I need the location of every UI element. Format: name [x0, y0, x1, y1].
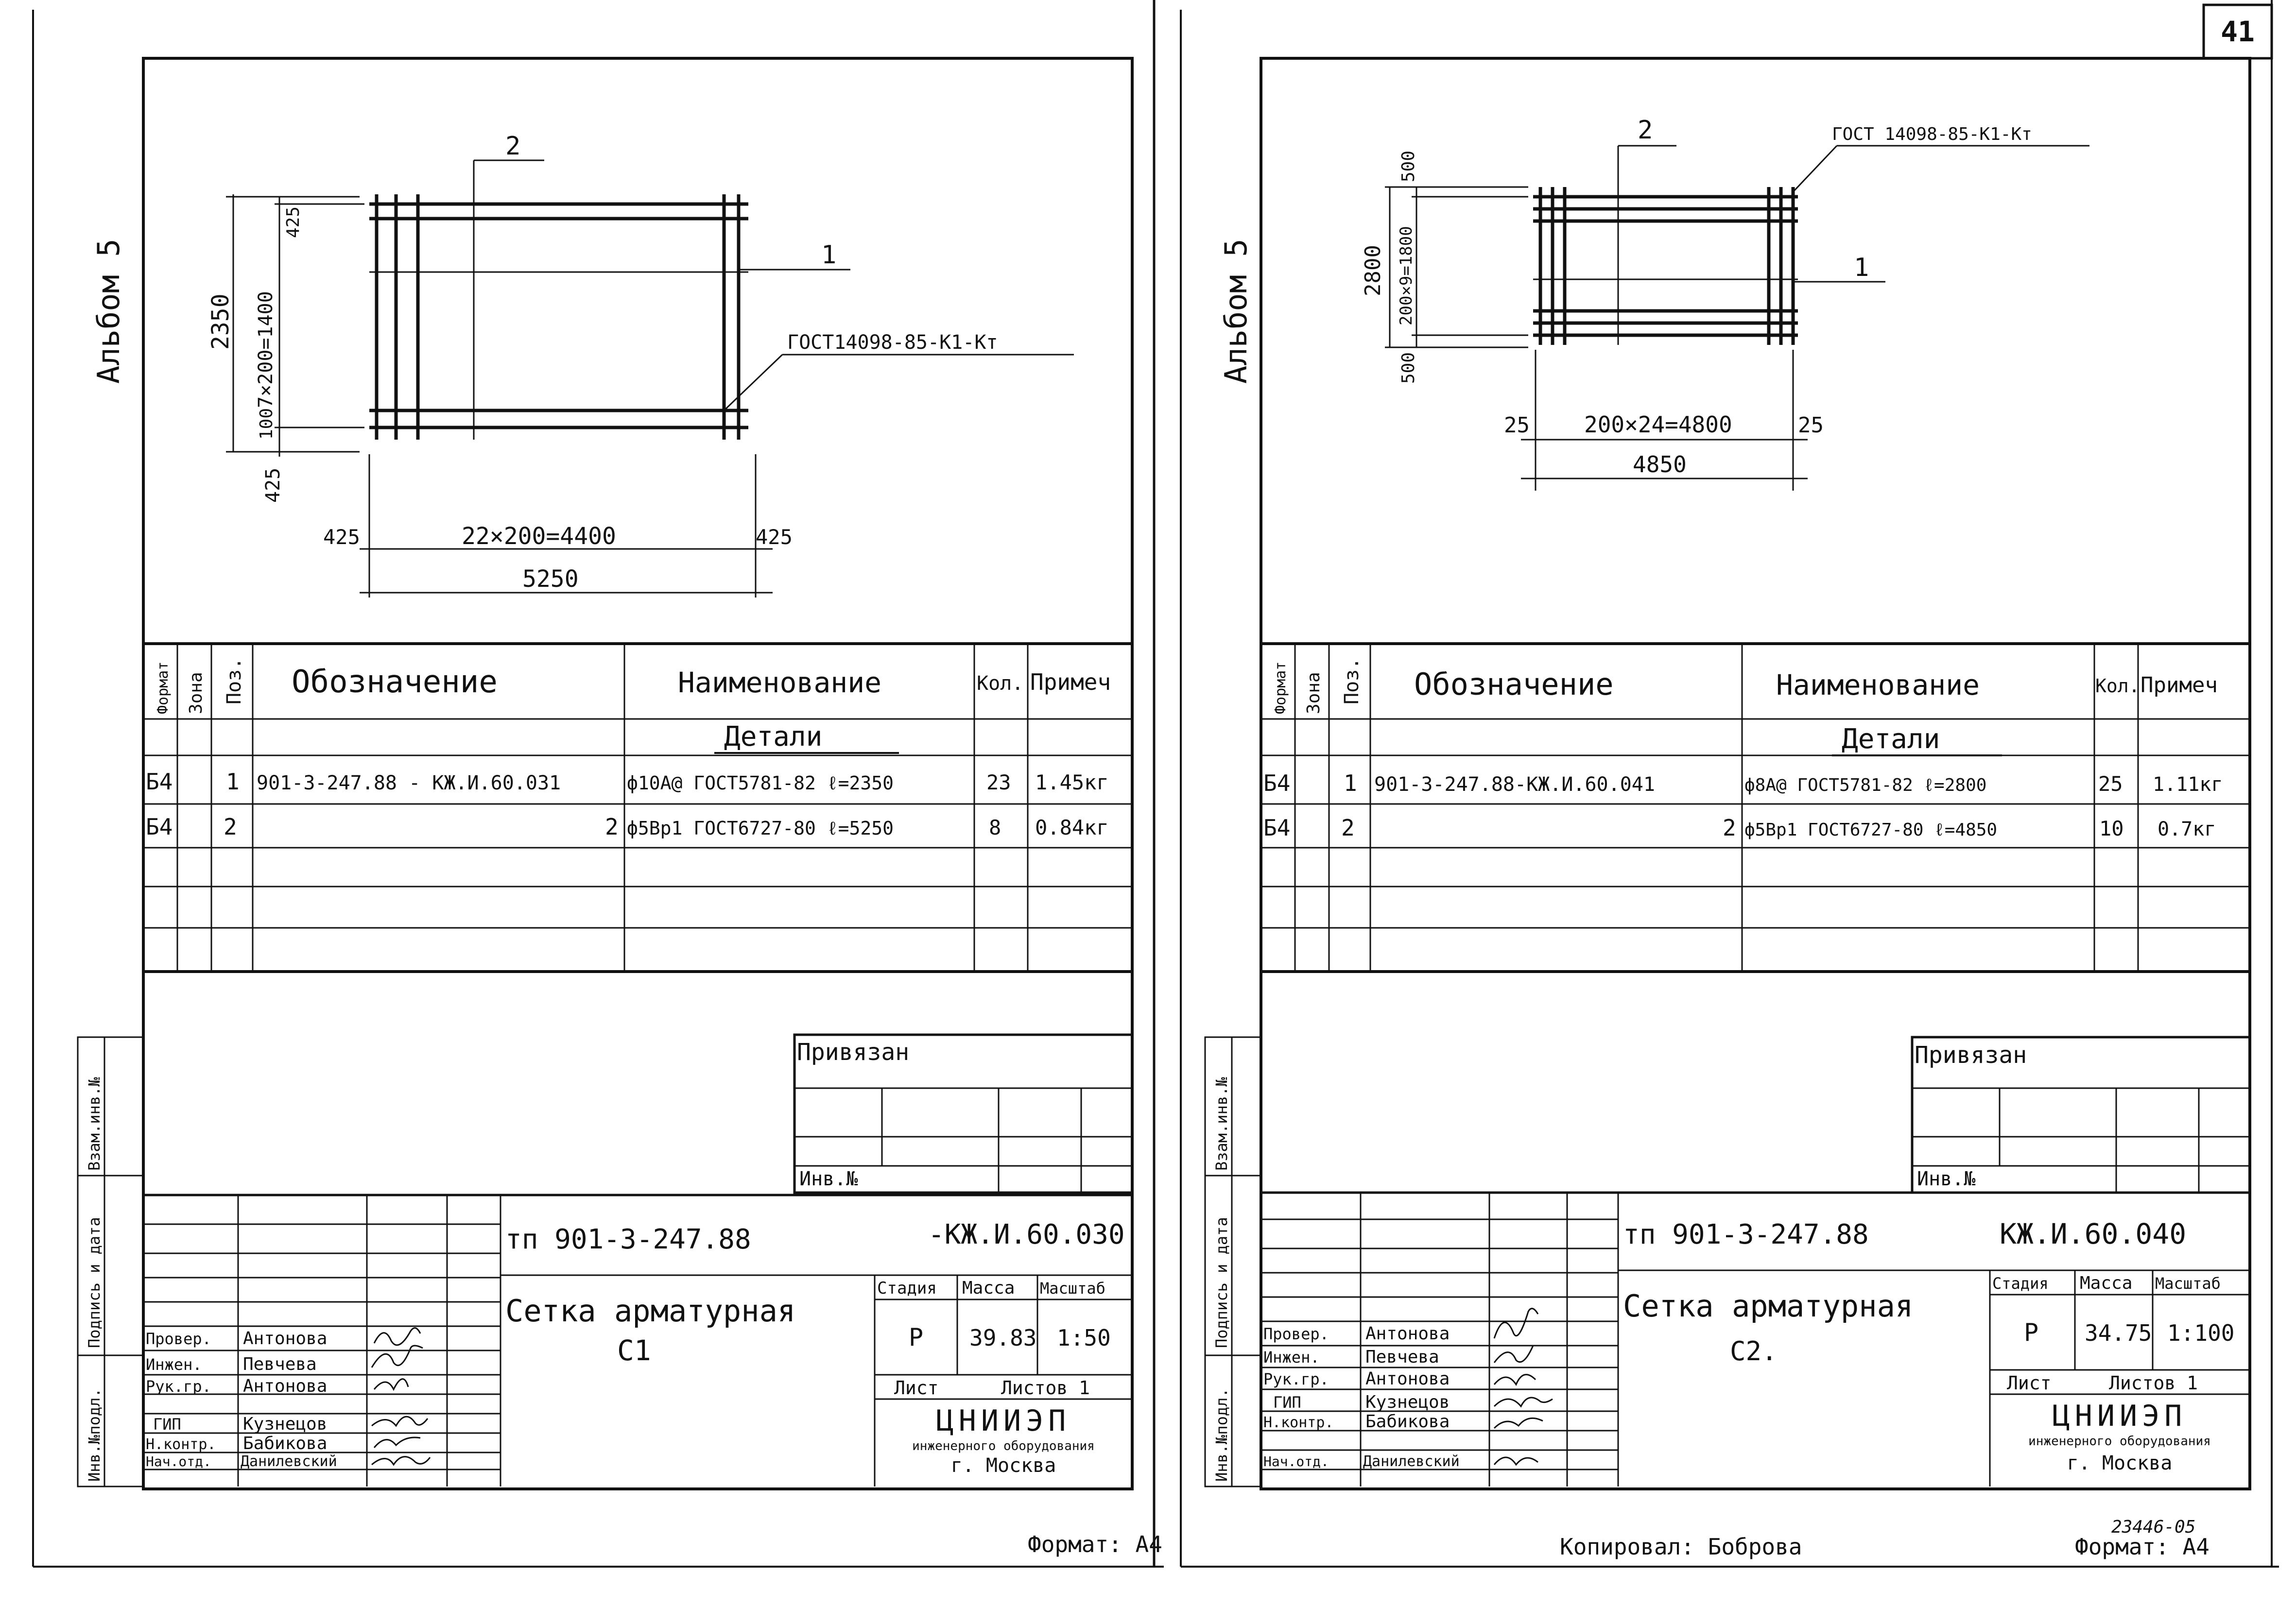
side-stamp-c-2: Взам.инв.№ [1212, 1077, 1231, 1171]
dim-height-total: 2350 [207, 293, 234, 350]
role-6-2: Нач.отд. [1263, 1453, 1329, 1469]
row1-designation-2: 901-3-247.88-КЖ.И.60.041 [1374, 773, 1655, 796]
name-6: Данилевский [241, 1453, 337, 1470]
name-1-2: Антонова [1365, 1324, 1450, 1344]
row2-note-2: 0.7кг [2158, 818, 2216, 840]
order-number: 23446-05 [2111, 1517, 2196, 1537]
format-label: Формат: А4 [1028, 1531, 1162, 1557]
header-note-2: Примеч [2141, 673, 2218, 698]
dim-height-inner: 7×200=1400 [255, 291, 277, 408]
row1-name: ф10А@ ГОСТ5781-82 ℓ=2350 [627, 772, 894, 794]
tb-org-line3-2: г. Москва [2067, 1452, 2173, 1474]
name-4: Кузнецов [243, 1414, 328, 1434]
header-name: Наименование [678, 666, 882, 699]
row1-qty-2: 25 [2098, 772, 2123, 796]
role-1-2: Провер. [1263, 1325, 1329, 1343]
header-zone: Зона [186, 672, 206, 714]
tb-project-2: тп 901-3-247.88 [1623, 1219, 1869, 1250]
tb-code: -КЖ.И.60.030 [928, 1219, 1125, 1250]
side-stamp-b: Подпись и дата [85, 1217, 104, 1348]
row1-pos: 1 [226, 769, 240, 795]
name-2: Певчева [243, 1354, 317, 1374]
tb-stage-label: Стадия [877, 1279, 937, 1298]
row1-format-2: Б4 [1263, 770, 1291, 796]
name-2-2: Певчева [1365, 1347, 1439, 1367]
gost-label-2: ГОСТ 14098-85-К1-Кт [1832, 124, 2032, 144]
mesh-drawing-2 [1385, 146, 2089, 491]
section-title-2: Детали [1842, 723, 1940, 755]
callout-1-s2: 1 [1854, 253, 1869, 282]
tb-org-line1: ЦНИИЭП [936, 1404, 1071, 1438]
tb-title-line1: Сетка арматурная [505, 1293, 796, 1329]
callout-1: 1 [821, 240, 837, 270]
callout-2-s2: 2 [1638, 116, 1653, 145]
signatures [372, 1328, 430, 1465]
copied-by: Копировал: Боброва [1560, 1534, 1802, 1560]
role-2: Инжен. [146, 1355, 202, 1374]
role-1: Провер. [146, 1330, 211, 1348]
row2-pos-2: 2 [1341, 815, 1355, 841]
header-qty: Кол. [977, 672, 1024, 695]
dim-width-inner: 22×200=4400 [462, 523, 616, 550]
dim-width-right: 425 [756, 525, 793, 549]
corner-page-number-box [2204, 5, 2272, 58]
name-5: Бабикова [243, 1434, 328, 1453]
dim-width-total-2: 4850 [1633, 451, 1687, 478]
tb-title-line1-2: Сетка арматурная [1623, 1288, 1914, 1324]
tb-sheet-label: Лист [894, 1377, 939, 1399]
bound-title: Привязан [797, 1039, 910, 1066]
row2-qty-2: 10 [2099, 817, 2124, 840]
row2-designation: 2 [605, 814, 619, 840]
section-title: Детали [724, 721, 823, 752]
tb-stage-label-2: Стадия [1992, 1274, 2049, 1293]
tb-scale-label: Масштаб [1040, 1279, 1105, 1298]
row1-note: 1.45кг [1035, 770, 1109, 794]
tb-mass-2: 34.75 [2085, 1320, 2152, 1346]
name-6-2: Данилевский [1363, 1453, 1460, 1470]
bound-inv-2: Инв.№ [1917, 1168, 1976, 1190]
dim-width-inner-2: 200×24=4800 [1584, 411, 1732, 438]
tb-title-line2: С1 [617, 1334, 651, 1367]
header-note: Примеч [1030, 669, 1111, 695]
dim-height-top: 425 [283, 206, 303, 238]
header-name-2: Наименование [1776, 668, 1980, 701]
sheet-2 [1205, 58, 2250, 1560]
name-1: Антонова [243, 1329, 328, 1349]
album-label: Альбом 5 [91, 239, 126, 384]
dim-height-bottom-b: 425 [262, 467, 284, 503]
role-5-2: Н.контр. [1263, 1414, 1334, 1431]
header-zone-2: Зона [1304, 672, 1324, 714]
side-stamp-b-2: Подпись и дата [1212, 1217, 1231, 1348]
bound-title-2: Привязан [1915, 1042, 2027, 1069]
tb-title-line2-2: С2. [1730, 1336, 1778, 1367]
gost-label: ГОСТ14098-85-К1-Кт [787, 331, 998, 354]
tb-sheets-label-2: Листов 1 [2109, 1372, 2198, 1394]
row1-note-2: 1.11кг [2153, 773, 2223, 796]
role-5: Н.контр. [146, 1436, 216, 1453]
tb-stage: Р [909, 1323, 924, 1351]
sheet-1 [78, 58, 1162, 1557]
signatures-2 [1494, 1309, 1553, 1465]
tb-mass-label-2: Масса [2080, 1273, 2133, 1293]
dim-width-left-2: 25 [1504, 413, 1530, 438]
dim-width-right-2: 25 [1798, 413, 1824, 438]
role-3: Рук.гр. [146, 1377, 211, 1396]
side-stamp-a-2: Инв.№подл. [1212, 1388, 1231, 1482]
row1-designation: 901-3-247.88 - КЖ.И.60.031 [257, 772, 561, 794]
row1-format: Б4 [146, 769, 173, 795]
tb-scale-label-2: Масштаб [2155, 1274, 2221, 1293]
role-4-2: ГИП [1273, 1393, 1301, 1412]
dim-height-bottom-2: 500 [1398, 352, 1418, 384]
row2-pos: 2 [224, 814, 237, 840]
header-format-2: Формат [1272, 661, 1289, 714]
row2-designation-2: 2 [1723, 815, 1736, 841]
row1-pos-2: 1 [1344, 770, 1357, 796]
header-qty-2: Кол. [2095, 675, 2140, 697]
dim-height-top-2: 500 [1398, 150, 1418, 182]
header-designation-2: Обозначение [1414, 666, 1614, 702]
side-stamp-a: Инв.№подл. [85, 1388, 104, 1482]
header-format: Формат [155, 661, 172, 714]
header-designation: Обозначение [292, 664, 498, 700]
row2-format-2: Б4 [1263, 815, 1291, 841]
dim-width-total: 5250 [522, 565, 579, 593]
name-5-2: Бабикова [1365, 1412, 1450, 1432]
dim-width-left: 425 [323, 525, 360, 549]
name-3: Антонова [243, 1376, 328, 1396]
tb-org-line1-2: ЦНИИЭП [2052, 1399, 2187, 1433]
tb-code-2: КЖ.И.60.040 [2000, 1217, 2187, 1250]
header-pos: Поз. [223, 657, 245, 704]
name-3-2: Антонова [1365, 1369, 1450, 1389]
role-2-2: Инжен. [1263, 1348, 1320, 1367]
row2-note: 0.84кг [1035, 816, 1109, 839]
tb-org-line2-2: инженерного оборудования [2028, 1434, 2211, 1449]
dim-height-inner-2: 200×9=1800 [1397, 226, 1416, 325]
tb-org-line2: инженерного оборудования [912, 1439, 1095, 1453]
dim-height-total-2: 2800 [1361, 245, 1385, 296]
row1-name-2: ф8А@ ГОСТ5781-82 ℓ=2800 [1744, 775, 1987, 795]
tb-scale-2: 1:100 [2167, 1320, 2235, 1346]
corner-page-number: 41 [2221, 15, 2255, 48]
dim-height-bottom-a: 100 [257, 408, 276, 440]
tb-org-line3: г. Москва [950, 1454, 1056, 1477]
tb-mass: 39.83 [969, 1325, 1037, 1351]
album-label-2: Альбом 5 [1218, 239, 1254, 384]
role-3-2: Рук.гр. [1263, 1370, 1329, 1388]
row2-qty: 8 [989, 816, 1001, 839]
callout-2: 2 [505, 132, 521, 161]
tb-sheets-label: Листов 1 [1001, 1377, 1090, 1399]
row2-name: ф5Вр1 ГОСТ6727-80 ℓ=5250 [627, 818, 894, 839]
name-4-2: Кузнецов [1365, 1392, 1450, 1412]
side-stamp-c: Взам.инв.№ [85, 1077, 104, 1171]
row1-qty: 23 [986, 770, 1011, 794]
tb-mass-label: Масса [962, 1278, 1015, 1298]
header-pos-2: Поз. [1341, 657, 1363, 704]
tb-scale: 1:50 [1057, 1325, 1111, 1351]
tb-sheet-label-2: Лист [2007, 1372, 2052, 1394]
tb-project: тп 901-3-247.88 [505, 1224, 751, 1255]
role-6: Нач.отд. [146, 1453, 211, 1469]
role-4: ГИП [153, 1415, 181, 1434]
format-label-2: Формат: А4 [2075, 1534, 2210, 1560]
tb-stage-2: Р [2024, 1318, 2039, 1347]
row2-name-2: ф5Вр1 ГОСТ6727-80 ℓ=4850 [1744, 820, 1998, 840]
row2-format: Б4 [146, 814, 173, 840]
bound-inv: Инв.№ [799, 1168, 858, 1190]
